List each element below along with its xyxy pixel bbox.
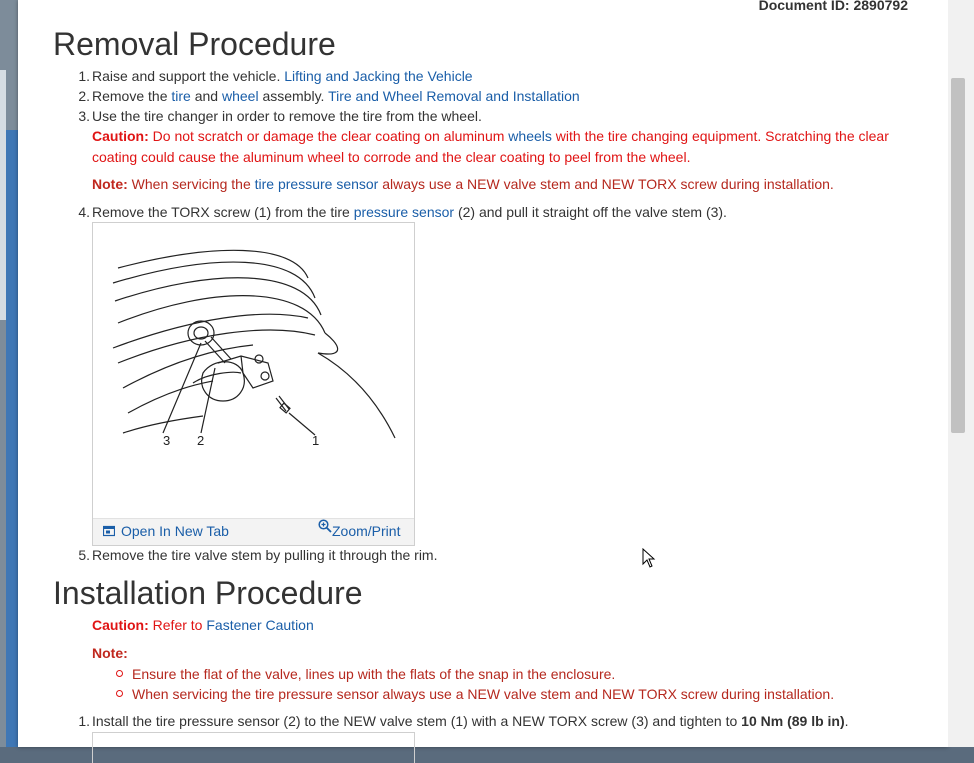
bullet-marker: [116, 670, 123, 677]
open-new-tab-button[interactable]: [103, 523, 229, 539]
step-text: Install the tire pressure sensor (2) to the NEW valve stem (1) with a NEW TORX screw (3) and tighten to: [92, 713, 742, 729]
installation-note-bullet-2: When servicing the tire pressure sensor always use a NEW valve stem and NEW TORX screw during installation.: [132, 686, 835, 702]
installation-note-bullet-1: Ensure the flat of the valve, lines up with the flats of the snap in the enclosure.: [132, 666, 616, 682]
removal-procedure-title: Removal Procedure: [53, 26, 336, 62]
zoom-icon: [318, 519, 332, 533]
document-id: Document ID: 2890792: [758, 0, 908, 13]
step-number: 3.: [78, 108, 90, 124]
step-text: and: [190, 88, 222, 104]
step-number: 5.: [78, 547, 90, 563]
background-band: [6, 130, 18, 747]
installation-procedure-title: Installation Procedure: [53, 575, 363, 611]
note-text: always use a NEW valve stem and NEW TORX screw during installation.: [378, 176, 834, 192]
figure-toolbar: [93, 518, 414, 545]
caution-text: Do not scratch or damage the clear coating on aluminum: [148, 128, 509, 144]
callout-3: 3: [163, 433, 171, 448]
step-number: 1.: [78, 713, 90, 729]
note-label: Note:: [92, 176, 128, 192]
removal-step-4: [92, 204, 727, 220]
caution-line-2: coating could cause the aluminum wheel to corrode and the clear coating to peel from the wheel.: [92, 149, 691, 165]
tire-pressure-sensor-link[interactable]: tire pressure sensor: [254, 176, 379, 192]
wheel-link[interactable]: wheel: [221, 88, 259, 104]
mouse-cursor-icon: [642, 548, 656, 570]
zoom-print-button[interactable]: [318, 519, 401, 539]
step-text: assembly.: [258, 88, 329, 104]
note-label: Note:: [92, 645, 128, 661]
pressure-sensor-link[interactable]: pressure sensor: [353, 204, 455, 220]
step-number: 4.: [78, 204, 90, 220]
step-text: Remove the: [92, 88, 172, 104]
wheels-link[interactable]: wheels: [508, 128, 552, 144]
removal-note: [92, 176, 834, 192]
tire-wheel-removal-link[interactable]: Tire and Wheel Removal and Installation: [328, 88, 580, 104]
installation-note-label: [92, 645, 128, 661]
tire-pressure-sensor-figure[interactable]: [92, 222, 415, 546]
tire-link[interactable]: tire: [171, 88, 191, 104]
step-text: Raise and support the vehicle.: [92, 68, 285, 84]
installation-caution: [92, 617, 314, 633]
installation-figure[interactable]: [92, 732, 415, 763]
removal-step-5: Remove the tire valve stem by pulling it through the rim.: [92, 547, 438, 563]
step-text: (2) and pull it straight off the valve stem (3).: [454, 204, 727, 220]
step-text: Remove the TORX screw (1) from the tire: [92, 204, 354, 220]
step-text: .: [844, 713, 849, 729]
scrollbar-thumb[interactable]: [951, 78, 965, 433]
caution-line-1: [92, 128, 889, 144]
torque-value: 10 Nm (89 lb in): [741, 713, 845, 729]
callout-1: 1: [312, 433, 320, 448]
sensor-illustration: [93, 223, 414, 518]
caution-label: Caution:: [92, 617, 149, 633]
removal-step-2: [92, 88, 580, 104]
note-text: When servicing the: [127, 176, 255, 192]
zoom-print-label: Zoom/Print: [332, 523, 401, 539]
open-tab-icon: [103, 525, 115, 537]
step-number: 1.: [78, 68, 90, 84]
fastener-caution-link[interactable]: Fastener Caution: [206, 617, 314, 633]
caution-label: Caution:: [92, 128, 149, 144]
step-number: 2.: [78, 88, 90, 104]
removal-step-3: Use the tire changer in order to remove the tire from the wheel.: [92, 108, 482, 124]
caution-text: with the tire changing equipment. Scratching the clear: [551, 128, 889, 144]
background-window-strip: [0, 0, 18, 747]
lifting-jacking-link[interactable]: Lifting and Jacking the Vehicle: [284, 68, 473, 84]
bullet-marker: [116, 690, 123, 697]
document-page: [18, 0, 948, 747]
caution-text: Refer to: [148, 617, 207, 633]
installation-step-1: [92, 713, 849, 729]
open-new-tab-label: Open In New Tab: [121, 523, 229, 539]
callout-2: 2: [197, 433, 205, 448]
removal-step-1: [92, 68, 473, 84]
